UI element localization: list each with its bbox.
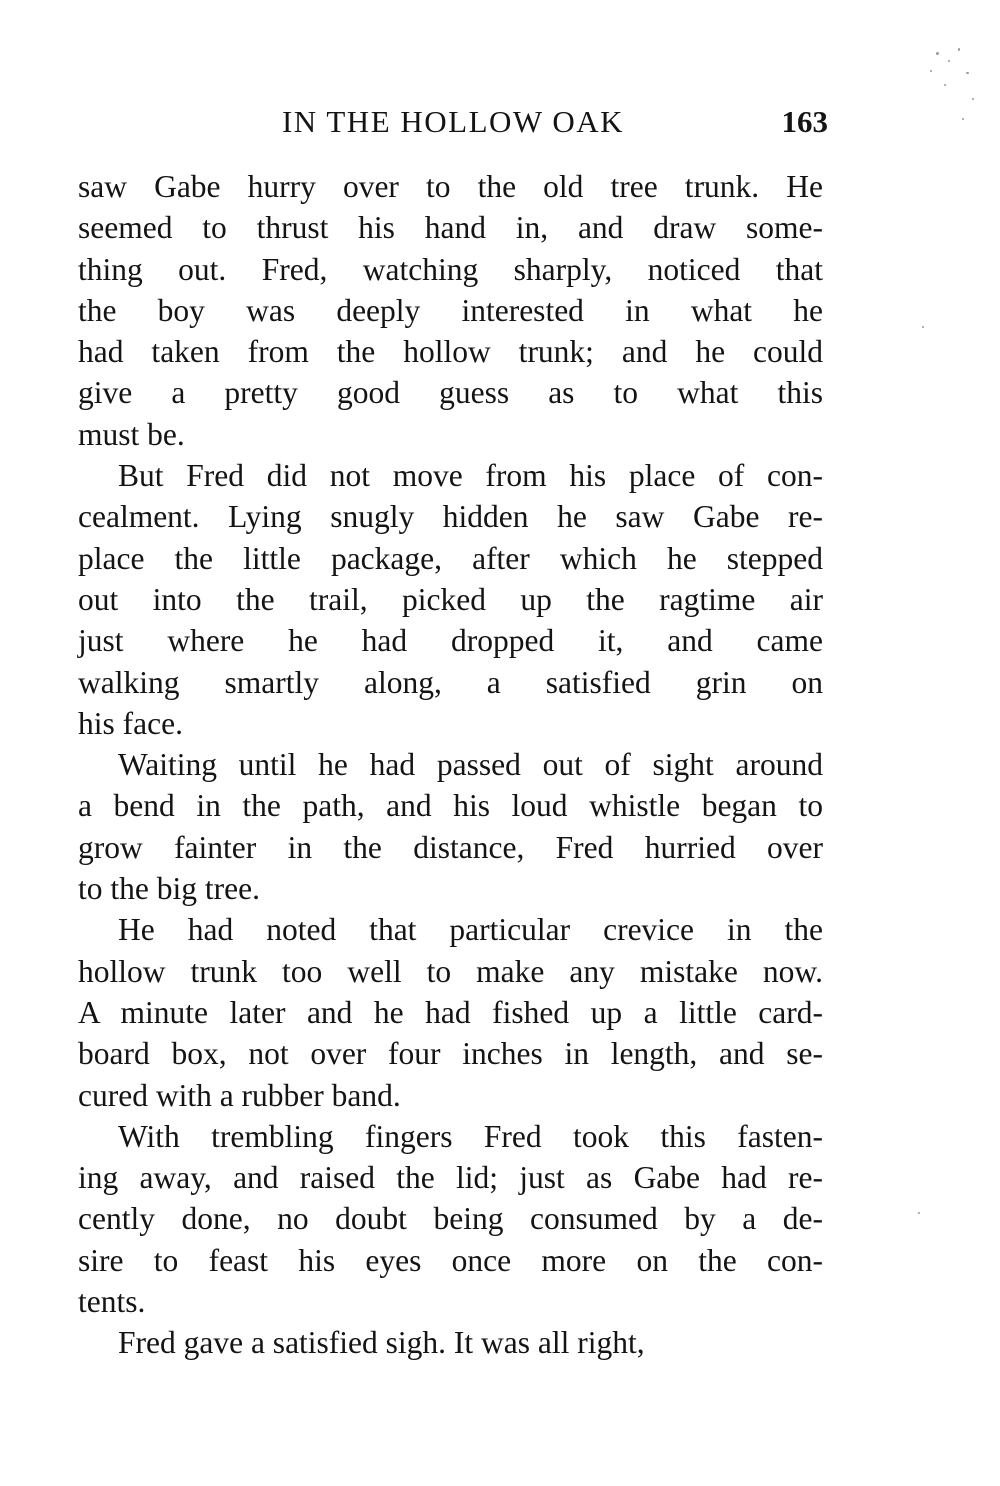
text-line: cured with a rubber band.	[78, 1077, 401, 1113]
scan-speck	[948, 60, 950, 62]
text-line: Fred gave a satisfied sigh. It was all right,	[118, 1325, 645, 1361]
scan-speck	[944, 84, 946, 86]
text-line: out into the trail, picked up the ragtime air	[78, 581, 823, 617]
scan-speck	[918, 1212, 920, 1214]
scan-speck	[922, 326, 924, 328]
text-line: tents.	[78, 1284, 146, 1320]
scan-speck	[930, 70, 932, 72]
scan-speck	[958, 48, 960, 51]
text-line: thing out. Fred, watching sharply, noticed that	[78, 251, 823, 287]
body-text	[78, 166, 823, 1364]
text-line: cently done, no doubt being consumed by a de-	[78, 1201, 823, 1237]
text-line: A minute later and he had fished up a little card-	[78, 994, 823, 1030]
scan-speck	[936, 52, 939, 55]
text-line: grow fainter in the distance, Fred hurried over	[78, 829, 823, 865]
scan-speck	[972, 98, 974, 100]
page-number: 163	[781, 104, 828, 139]
text-line: board box, not over four inches in length, and se-	[78, 1036, 823, 1072]
running-head	[78, 100, 828, 144]
text-line: saw Gabe hurry over to the old tree trunk. He	[78, 169, 823, 204]
text-line: had taken from the hollow trunk; and he could	[78, 334, 823, 370]
text-line: just where he had dropped it, and came	[78, 623, 823, 659]
text-line: cealment. Lying snugly hidden he saw Gabe re-	[78, 499, 823, 535]
text-line: hollow trunk too well to make any mistake now.	[78, 953, 823, 989]
text-line: place the little package, after which he stepped	[78, 540, 823, 576]
text-line: Waiting until he had passed out of sight around	[118, 747, 823, 783]
text-line: a bend in the path, and his loud whistle began to	[78, 788, 823, 824]
text-line: must be.	[78, 416, 185, 452]
text-line: With trembling fingers Fred took this fasten-	[118, 1118, 823, 1154]
text-line: He had noted that particular crevice in the	[118, 912, 823, 948]
text-line: sire to feast his eyes once more on the con-	[78, 1242, 823, 1278]
scan-speck	[962, 118, 964, 120]
text-line: ing away, and raised the lid; just as Gabe had re-	[78, 1160, 823, 1196]
text-line: seemed to thrust his hand in, and draw some-	[78, 210, 823, 246]
text-line: to the big tree.	[78, 871, 260, 907]
text-line: walking smartly along, a satisfied grin on	[78, 664, 823, 700]
text-line: the boy was deeply interested in what he	[78, 292, 823, 328]
text-line: But Fred did not move from his place of con-	[118, 458, 823, 494]
text-line: his face.	[78, 705, 183, 741]
scan-speck	[966, 72, 969, 74]
text-line: give a pretty good guess as to what this	[78, 375, 823, 411]
chapter-running-title: IN THE HOLLOW OAK	[281, 104, 625, 139]
